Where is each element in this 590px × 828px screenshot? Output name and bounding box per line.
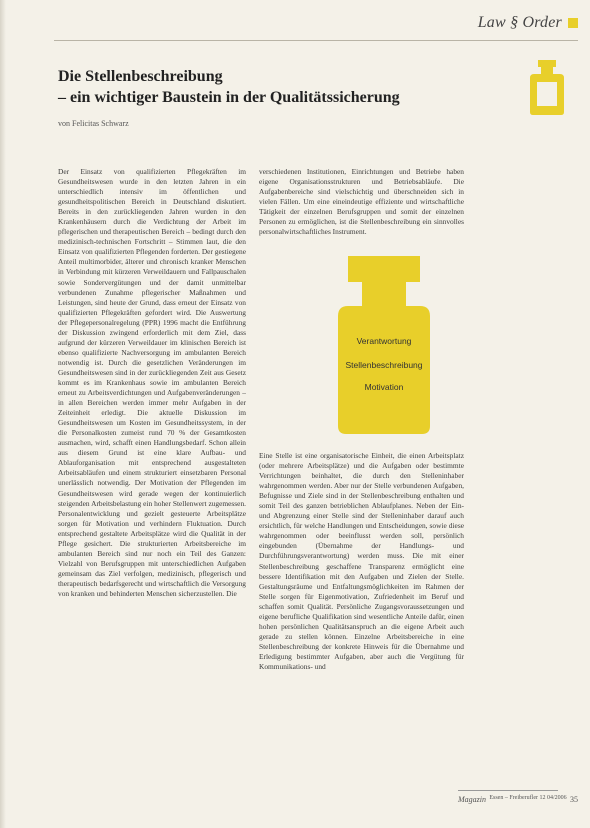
body-paragraph: Eine Stelle ist eine organisatorische Einheit, die einen Arbeitsplatz (oder mehrere Arbeitsplätze) und die Aufgaben oder bestimmte Verrichtungen beinhaltet, die durch den Stelleninhaber wahrgenommen werden. Aber nur der Stelle verbundenen Aufgaben, Befugnisse und Ziele sind in der Stellenbeschreibung enthalten und somit Teil des ganzen betrieblichen Ablaufplanes. Neben der Ein- und Abgrenzung einer Stelle sind der Stelleninhaber darauf auch ersichtlich, für welche Handlungen und Entscheidungen, sowie diese wahrgenommen oder beeinflusst werden soll, persönlich eingebunden (Übernahme der Handlungs- und Durchführungsverantwortung) werden muss. Die mit einer Stellenbeschreibung geschaffene Transparenz ermöglicht eine bessere Identifikation mit den Aufgaben und Zielen der Stelle. Gestaltungsräume und Entfaltungsmöglichkeiten im Rahmen der Stelle sorgen für Eigenmotivation, Zufriedenheit im Beruf und schaffen somit Qualität. Persönliche Zugangsvoraussetzungen und eigene berufliche Qualifikation sind wesentliche Anteile dafür, einen hohen persönlichen Qualitätsanspruch an die eigene Arbeit auch gerade zu stellen können. Einzelne Arbeitsbereiche in eine Stellenbeschreibung der konkrete Hinweis für die Übernahme und Erledigung bestimmter Aufgaben, aber auch die Vergütung für Kommunikations- und [259, 451, 464, 671]
footer-divider [458, 790, 558, 791]
article-title-line1: Die Stellenbeschreibung [58, 68, 223, 85]
bottle-graphic [334, 256, 434, 436]
body-column-left [58, 167, 246, 779]
section-title: Law § Order [477, 14, 562, 31]
article-title-line2: – ein wichtiger Baustein in der Qualitätssicherung [58, 89, 400, 106]
accent-square-icon [568, 18, 578, 28]
body-column-right-bottom [259, 451, 464, 779]
page-number: 35 [569, 795, 578, 804]
bottle-icon [524, 58, 570, 116]
footer-magazine: Magazin [458, 795, 486, 804]
section-header [478, 14, 578, 32]
footer-issue: Essen – Freiberufler 12 04/2006 [489, 795, 567, 801]
article-author: von Felicitas Schwarz [58, 119, 129, 128]
header-divider [54, 40, 578, 41]
graphic-label-verantwortung: Verantwortung [356, 336, 412, 346]
body-paragraph: Der Einsatz von qualifizierten Pflegekräften im Gesundheitswesen wurde in den letzten Jahren in ein unterschiedlich intensiv im öffentlichen und gesundheitspolitischen Bereich in Deutschland diskutiert. Bereits in den zurückliegenden Jahren wurden in den Krankenhäusern durch die Verdichtung der Arbeit im pflegerischen und therapeutischen Bereich – bedingt durch den medizinisch-technischen Fortschritt – Stimmen laut, die den Einsatz von qualifizierten Pflegenden forderten. Der gestiegene Anteil multimorbider, älterer und chronisch kranker Menschen in Verbindung mit kürzeren Verweildauern und Fallpauschalen sowie Sondervergütungen und der damit unmittelbar verbundenen Zunahme pflegerischer Maßnahmen und Leistungen, sind heute der Grund, dass erneut der Einsatz von qualifizierten Pflegekräften gefordert wird. Die Auswertung der Pflegepersonalregelung (PPR) 1996 macht die Entführung der Diskussion zwingend erforderlich mit dem Ziel, dass aufgrund der kürzeren Verweildauer im klinischen Bereich ist ebenso qualifizierte Nachversorgung im ambulanten Bereich notwendig ist. Durch die gesetzlichen Veränderungen im Gesundheitswesen sind in der zurückliegenden Zeit aus Gesetz kommt es im Krankenhaus sowie im ambulanten Bereich erneut zu Arbeitsverdichtungen und Aufgabenveränderungen – in allen Bereichen werden immer mehr Aufgaben in der Zeiteinheit erledigt. Die aktuelle Diskussion im Gesundheitswesen um Kosten im Gesundheitssystem, in der die Personalkosten zumeist rund 70 % der Gesamtkosten ausmachen, wird, schafft einen Handlungsbedarf. Schon allein aus diesem Grund ist eine klare Aufbau- und Ablauforganisation mit entsprechend ausgestalteten Arbeitsabläufen und einem strukturiert einsetzbaren Personal unerlässlich notwendig. Der Motivation der Pflegenden im Gesundheitswesen wird gerade wegen der kontinuierlich steigenden Arbeitsbelastung ein hoher Stellenwert zugemessen. Personalentwicklung und gezielt gesteuerte Arbeitsplätze sorgen für Motivation und verhindern Fluktuation. Durch entsprechend gestaltete Arbeitsplätze wird die Qualität in der Pflege gesichert. Die strukturierten Arbeitsbereiche im ambulanten Bereich sind nur noch ein Teil des Ganzen: Vielzahl von Berufsgruppen mit unterschiedlichen Aufgaben gemeinsam das Ziel verfolgen, medizinisch, pflegerisch und therapeutisch bedarfsgerecht und wirtschaftlich die Versorgung von kranken und behinderten Menschen sicherzustellen. Die [58, 167, 246, 598]
scan-edge [0, 0, 6, 828]
article-title [58, 66, 478, 108]
graphic-label-motivation: Motivation [364, 382, 404, 392]
graphic-label-stellenbeschreibung: Stellenbeschreibung [345, 360, 423, 370]
body-paragraph: verschiedenen Institutionen, Einrichtungen und Betriebe haben eigene Organisationsstrukturen und Betriebsabläufe. Die Aufgabenbereiche sind vielschichtig und überschneiden sich in vielen Fällen. Um eine eineindeutige effiziente und wirtschaftliche Tätigkeit der einzelnen Berufsgruppen und somit der einzelnen Personen zu ermöglichen, ist die Stellenbeschreibung ein sinnvolles personalwirtschaftliches Instrument. [259, 167, 464, 237]
body-column-right-top [259, 167, 464, 249]
page-footer [458, 795, 578, 804]
bottle-shape-icon [334, 256, 434, 436]
